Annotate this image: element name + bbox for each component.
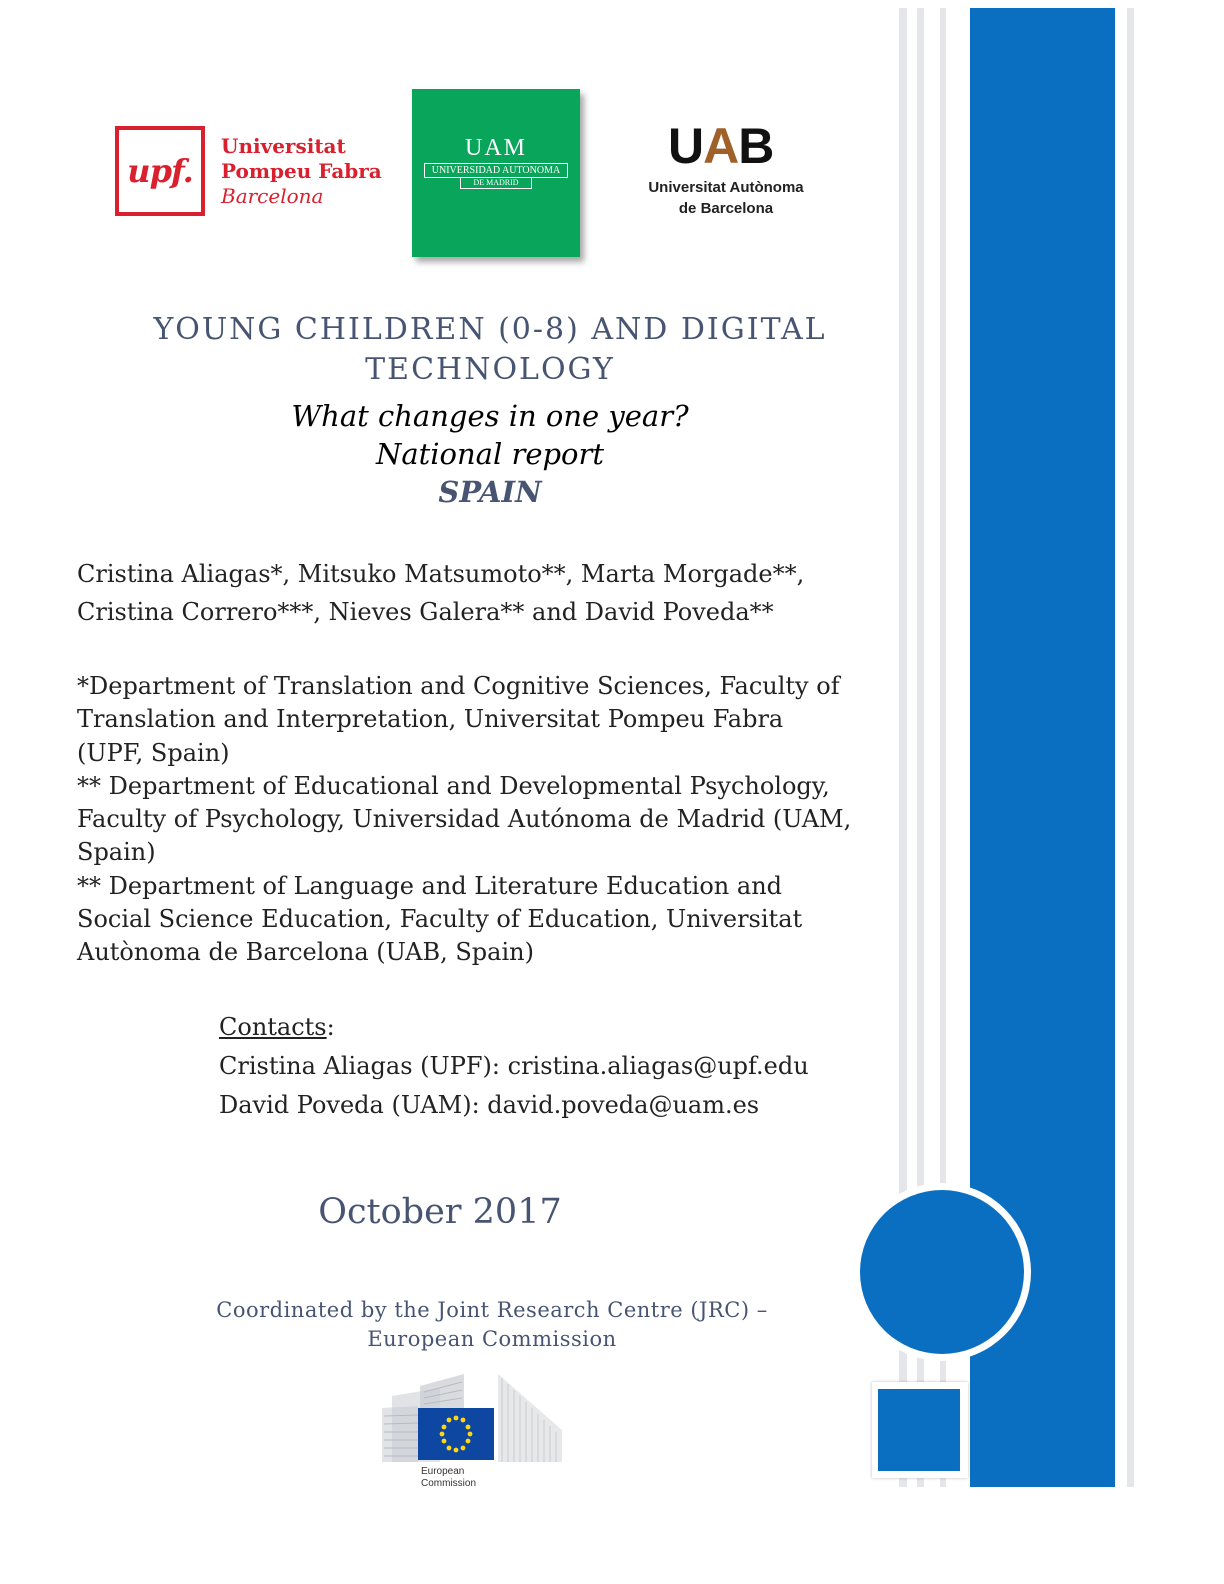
affiliation-line: ** Department of Language and Literature Education and bbox=[77, 871, 783, 900]
affiliation-line: Spain) bbox=[77, 838, 156, 867]
contacts-heading: Contacts bbox=[219, 1013, 327, 1041]
ec-logo-text bbox=[421, 1466, 476, 1490]
ec-building-right bbox=[498, 1374, 562, 1462]
affiliation-line: (UPF, Spain) bbox=[77, 738, 230, 767]
uab-logo-u: U bbox=[668, 118, 704, 174]
coordination-line1: Coordinated by the Joint Research Centre (JRC) – bbox=[216, 1298, 768, 1322]
contacts-heading-row bbox=[219, 1008, 809, 1047]
uab-logo-line2: de Barcelona bbox=[678, 200, 774, 217]
affiliation-line: Faculty of Psychology, Universidad Autónoma de Madrid (UAM, bbox=[77, 805, 852, 834]
upf-logo-text bbox=[221, 134, 382, 209]
author-line: Cristina Correro***, Nieves Galera** and David Poveda** bbox=[77, 598, 774, 626]
uam-logo bbox=[412, 89, 580, 257]
affiliation-line: Autònoma de Barcelona (UAB, Spain) bbox=[77, 938, 534, 967]
decor-stripe-4 bbox=[1127, 8, 1134, 1487]
uam-logo-mark: UAM bbox=[464, 135, 527, 161]
ec-logo-line1: European bbox=[421, 1466, 465, 1477]
upf-logo-line2: Pompeu Fabra bbox=[221, 159, 382, 183]
uam-logo-line1: UNIVERSIDAD AUTONOMA bbox=[424, 163, 568, 178]
contacts-colon: : bbox=[326, 1013, 335, 1041]
report-title-line2: TECHNOLOGY bbox=[365, 352, 615, 387]
upf-logo-mark bbox=[115, 126, 205, 216]
contacts-block bbox=[219, 1008, 809, 1125]
report-title bbox=[80, 310, 900, 390]
uam-logo-line2: DE MADRID bbox=[460, 177, 532, 189]
uab-logo-line1: Universitat Autònoma bbox=[648, 179, 804, 196]
uab-logo-mark bbox=[668, 118, 773, 174]
decor-square bbox=[878, 1389, 960, 1471]
upf-logo-line3: Barcelona bbox=[221, 184, 324, 208]
upf-logo-mark-text: upf. bbox=[127, 152, 193, 190]
contact-entry: David Poveda (UAM): david.poveda@uam.es bbox=[219, 1091, 760, 1119]
affiliations bbox=[77, 670, 917, 970]
affiliation-line: ** Department of Educational and Developmental Psychology, bbox=[77, 771, 830, 800]
affiliation-line: Translation and Interpretation, Universitat Pompeu Fabra bbox=[77, 705, 784, 734]
report-country: SPAIN bbox=[438, 475, 542, 509]
ec-logo-line2: Commission bbox=[421, 1478, 477, 1489]
author-list bbox=[77, 555, 917, 631]
decor-circle bbox=[860, 1190, 1024, 1354]
report-type: National report bbox=[375, 437, 605, 471]
uab-logo-b: B bbox=[738, 118, 774, 174]
affiliation-line: Social Science Education, Faculty of Education, Universitat bbox=[77, 905, 803, 934]
author-line: Cristina Aliagas*, Mitsuko Matsumoto**, Marta Morgade**, bbox=[77, 560, 805, 588]
publication-date: October 2017 bbox=[318, 1192, 562, 1232]
report-title-line1: YOUNG CHILDREN (0-8) AND DIGITAL bbox=[153, 312, 827, 347]
report-subtitle: What changes in one year? bbox=[291, 399, 689, 433]
uab-logo-text bbox=[646, 177, 806, 219]
coordination-line2: European Commission bbox=[367, 1327, 617, 1351]
uab-logo-a: A bbox=[703, 118, 739, 174]
affiliation-line: *Department of Translation and Cognitive Sciences, Faculty of bbox=[77, 672, 840, 700]
coordination-note bbox=[180, 1296, 804, 1354]
contact-entry: Cristina Aliagas (UPF): cristina.aliagas@upf.edu bbox=[219, 1052, 809, 1080]
upf-logo-line1: Universitat bbox=[221, 134, 346, 158]
